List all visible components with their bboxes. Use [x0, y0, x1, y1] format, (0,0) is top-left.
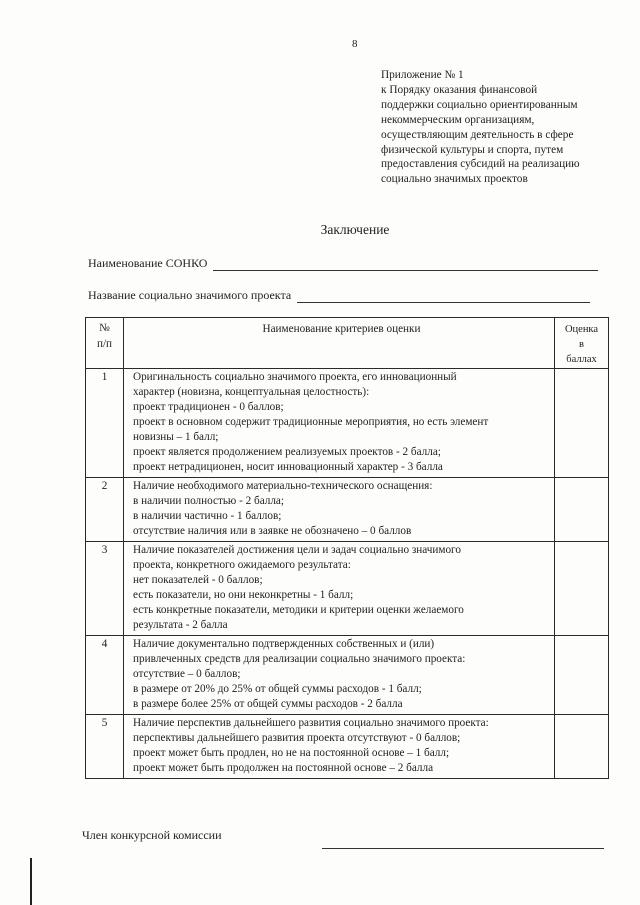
project-name-field-row	[88, 288, 590, 303]
criterion-line: перспективы дальнейшего развития проекта отсутствуют - 0 баллов;	[133, 732, 461, 744]
appendix-line: к Порядку оказания финансовой	[381, 83, 538, 96]
criterion-line: привлеченных средств для реализации социально значимого проекта:	[133, 653, 466, 665]
signature-label: Член конкурсной комиссии	[82, 828, 222, 842]
criterion-line: проект может быть продолжен на постоянной основе – 2 балла	[133, 762, 434, 774]
document-title: Заключение	[320, 222, 390, 237]
project-name-label: Название социально значимого проекта	[88, 288, 292, 302]
appendix-line: физической культуры и спорта, путем	[381, 143, 564, 156]
table-header-row	[86, 318, 609, 369]
criterion-line: есть конкретные показатели, методики и критерии оценки желаемого	[133, 604, 464, 616]
criterion-line: проект в основном содержит традиционные мероприятия, но есть элемент	[133, 416, 489, 428]
score-cell[interactable]	[555, 636, 609, 715]
score-cell[interactable]	[555, 478, 609, 542]
criterion-line: в размере от 20% до 25% от общей суммы расходов - 1 балл;	[133, 683, 422, 695]
appendix-note	[381, 68, 626, 187]
project-name-blank-line[interactable]	[297, 290, 590, 303]
criterion-line: характер (новизна, концептуальная целостность):	[133, 386, 370, 398]
table-row	[86, 369, 609, 478]
org-name-label: Наименование СОНКО	[88, 256, 208, 270]
org-name-field-row	[88, 256, 598, 271]
criterion-line: Наличие перспектив дальнейшего развития социально значимого проекта:	[133, 717, 489, 729]
appendix-line: предоставления субсидий на реализацию	[381, 158, 580, 171]
criterion-line: отсутствие наличия или в заявке не обозначено – 0 баллов	[133, 525, 412, 537]
appendix-line: осуществляющим деятельность в сфере	[381, 128, 574, 141]
table-row	[86, 542, 609, 636]
criterion-line: новизны – 1 балл;	[133, 431, 219, 443]
criterion-line: в наличии полностью - 2 балла;	[133, 495, 284, 507]
binding-margin-mark	[30, 858, 32, 905]
criterion-line: отсутствие – 0 баллов;	[133, 668, 241, 680]
appendix-line: некоммерческим организациям,	[381, 113, 535, 126]
table-row	[86, 715, 609, 779]
score-cell[interactable]	[555, 369, 609, 478]
page-number: 8	[352, 38, 358, 50]
org-name-blank-line[interactable]	[213, 258, 598, 271]
criterion-line: проекта, конкретного ожидаемого результата:	[133, 559, 351, 571]
header-number: № п/п	[86, 318, 124, 369]
criterion-description	[124, 478, 555, 542]
table-row	[86, 478, 609, 542]
appendix-line: поддержки социально ориентированным	[381, 98, 578, 111]
header-criteria: Наименование критериев оценки	[124, 318, 555, 369]
row-number: 2	[86, 478, 124, 542]
criterion-line: в размере более 25% от общей суммы расходов - 2 балла	[133, 698, 403, 710]
criteria-table	[85, 317, 609, 779]
appendix-line: социально значимых проектов	[381, 173, 528, 186]
criterion-description	[124, 636, 555, 715]
signature-blank-line[interactable]	[322, 848, 604, 849]
row-number: 5	[86, 715, 124, 779]
score-cell[interactable]	[555, 542, 609, 636]
criterion-line: Оригинальность социально значимого проекта, его инновационный	[133, 371, 457, 383]
criterion-line: проект может быть продлен, но не на постоянной основе – 1 балл;	[133, 747, 450, 759]
criterion-line: есть показатели, но они неконкретны - 1 балл;	[133, 589, 354, 601]
criterion-line: проект традиционен - 0 баллов;	[133, 401, 284, 413]
criterion-line: Наличие показателей достижения цели и задач социально значимого	[133, 544, 461, 556]
criterion-line: результата - 2 балла	[133, 619, 228, 631]
criterion-line: Наличие необходимого материально-технического оснащения:	[133, 480, 433, 492]
criterion-description	[124, 542, 555, 636]
row-number: 3	[86, 542, 124, 636]
appendix-line: Приложение № 1	[381, 69, 464, 81]
criterion-line: в наличии частично - 1 баллов;	[133, 510, 282, 522]
criterion-line: Наличие документально подтвержденных собственных и (или)	[133, 638, 435, 650]
header-score: Оценка в баллах	[555, 318, 609, 369]
row-number: 4	[86, 636, 124, 715]
criterion-line: проект является продолжением реализуемых проектов - 2 балла;	[133, 446, 441, 458]
criterion-description	[124, 369, 555, 478]
row-number: 1	[86, 369, 124, 478]
criterion-line: нет показателей - 0 баллов;	[133, 574, 263, 586]
score-cell[interactable]	[555, 715, 609, 779]
criterion-line: проект нетрадиционен, носит инновационный характер - 3 балла	[133, 461, 443, 473]
criterion-description	[124, 715, 555, 779]
table-row	[86, 636, 609, 715]
